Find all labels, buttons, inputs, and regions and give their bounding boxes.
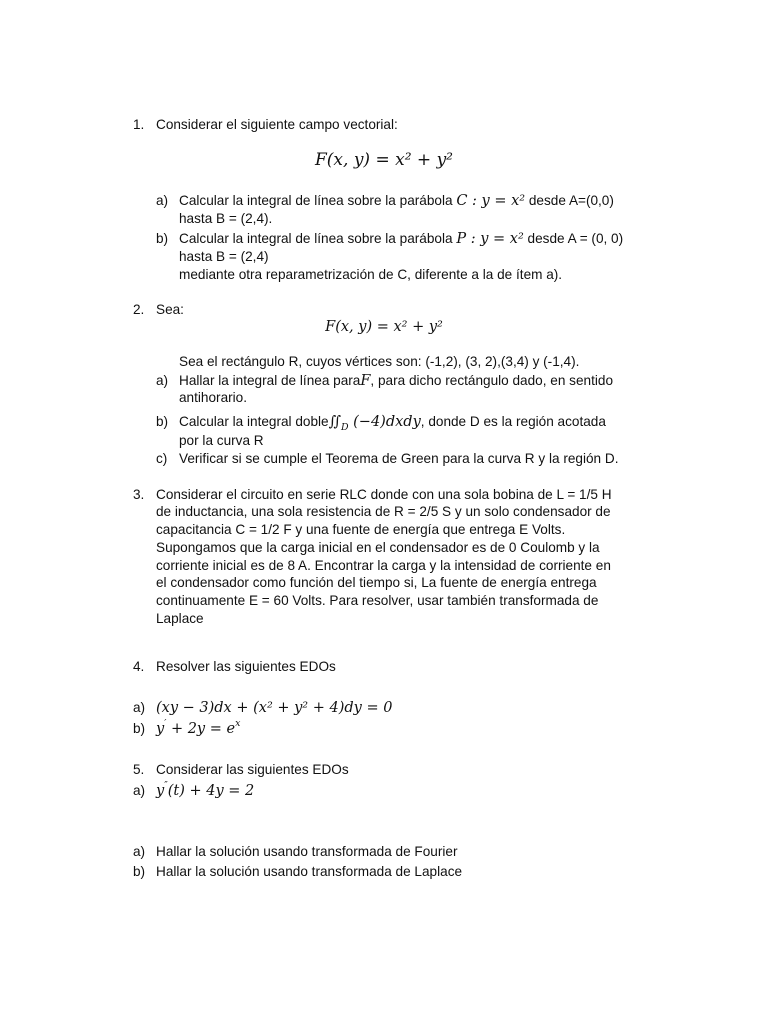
- q2b-line2: por la curva R: [179, 433, 264, 448]
- q3-line-5: corriente inicial es de 8 A. Encontrar la carga y la intensidad de corriente en: [156, 558, 611, 573]
- q4b-eq-prime: ′: [164, 717, 167, 729]
- q2b-line1-pre: Calcular la integral doble: [179, 414, 329, 429]
- q1-formula: [0, 151, 768, 169]
- q1a-line2: hasta B = (2,4).: [179, 211, 273, 226]
- q2-formula: [0, 318, 768, 336]
- q2-intro: Sea el rectángulo R, cuyos vértices son: (-1,2), (3, 2),(3,4) y (-1,4).: [179, 354, 580, 369]
- q3-line-1: Considerar el circuito en serie RLC donde con una sola bobina de L = 1/5 H: [156, 487, 612, 502]
- q2c-label: c): [156, 451, 168, 466]
- q4a-equation: (xy − 3)dx + (x² + y² + 4)dy = 0: [156, 700, 393, 716]
- q1a-line1: [179, 192, 614, 210]
- q1b-label: b): [156, 231, 169, 246]
- q5-text: Considerar las siguientes EDOs: [156, 762, 349, 777]
- q2a-line1: [179, 372, 613, 390]
- q2b-integral-sub: D: [340, 421, 349, 433]
- q4b-eq-exp: x: [235, 717, 241, 729]
- q1-number: 1.: [133, 117, 145, 132]
- q1a-line1-post: desde A=(0,0): [528, 193, 614, 208]
- q5a-eq-post: (t) + 4y = 2: [167, 783, 255, 799]
- q4b-eq-pre: y: [156, 721, 165, 737]
- q1-formula-text: F(x, y) = x² + y²: [315, 150, 453, 170]
- q2-number: 2.: [133, 302, 145, 317]
- q3-line-7: continuamente E = 60 Volts. Para resolver, usar también transformada de: [156, 593, 599, 608]
- q3-line-2: de inductancia, una sola resistencia de R = 2/5 S y un solo condensador de: [156, 504, 611, 519]
- q1b-curve: P : y = x²: [456, 231, 524, 247]
- q2b-label: b): [156, 414, 169, 429]
- q6a-text: Hallar la solución usando transformada de Fourier: [156, 844, 458, 859]
- q1b-line3: mediante otra reparametrización de C, diferente a la de ítem a).: [179, 267, 563, 282]
- q1b-line1: [179, 230, 623, 248]
- q5a-label: a): [133, 783, 146, 798]
- q3-line-4: Supongamos que la carga inicial en el condensador es de 0 Coulomb y la: [156, 540, 600, 555]
- q1a-label: a): [156, 193, 169, 208]
- q2c-text: Verificar si se cumple el Teorema de Green para la curva R y la región D.: [179, 451, 619, 466]
- q6b-label: b): [133, 864, 146, 879]
- q4b-eq-mid: + 2y = e: [166, 721, 236, 737]
- q6b-text: Hallar la solución usando transformada de Laplace: [156, 864, 463, 879]
- q2-formula-text: F(x, y) = x² + y²: [325, 319, 443, 335]
- q1a-line1-pre: Calcular la integral de línea sobre la parábola: [179, 193, 453, 208]
- q2a-line2: antihorario.: [179, 390, 248, 405]
- q4b-equation: [156, 717, 241, 738]
- q2a-line1-post: , para dicho rectángulo dado, en sentido: [370, 373, 614, 388]
- q4b-label: b): [133, 721, 146, 736]
- q2-text: Sea:: [156, 302, 184, 317]
- q5a-eq-pre: y: [156, 783, 165, 799]
- q5-number: 5.: [133, 762, 145, 777]
- q2a-label: a): [156, 373, 169, 388]
- q1a-curve: C : y = x²: [456, 193, 526, 209]
- q3-line-6: el condensador como función del tiempo si, La fuente de energía entrega: [156, 575, 597, 590]
- q3-line-8: Laplace: [156, 611, 204, 626]
- q2b-integral-symbol: ∬: [328, 414, 341, 430]
- q5a-eq-prime: ″: [164, 779, 168, 791]
- q3-number: 3.: [133, 487, 145, 502]
- q4a-label: a): [133, 700, 146, 715]
- q3-line-3: capacitancia C = 1/2 F y una fuente de energía que entrega E Volts.: [156, 522, 566, 537]
- q1b-line1-post: desde A = (0, 0): [527, 231, 624, 246]
- q2b-integral: [328, 414, 421, 433]
- q6a-label: a): [133, 844, 146, 859]
- q2b-line1: [179, 413, 606, 431]
- q4-text: Resolver las siguientes EDOs: [156, 659, 336, 674]
- q2a-symbol: F: [360, 373, 371, 389]
- q1b-line1-pre: Calcular la integral de línea sobre la parábola: [179, 231, 453, 246]
- q2b-line1-post: , donde D es la región acotada: [420, 414, 606, 429]
- q1-text: Considerar el siguiente campo vectorial:: [156, 117, 398, 132]
- q2b-integrand: (−4)dxdy: [353, 414, 421, 430]
- q4-number: 4.: [133, 659, 145, 674]
- q5a-equation: [156, 779, 255, 800]
- q1b-line2: hasta B = (2,4): [179, 249, 269, 264]
- q2a-line1-pre: Hallar la integral de línea para: [179, 373, 361, 388]
